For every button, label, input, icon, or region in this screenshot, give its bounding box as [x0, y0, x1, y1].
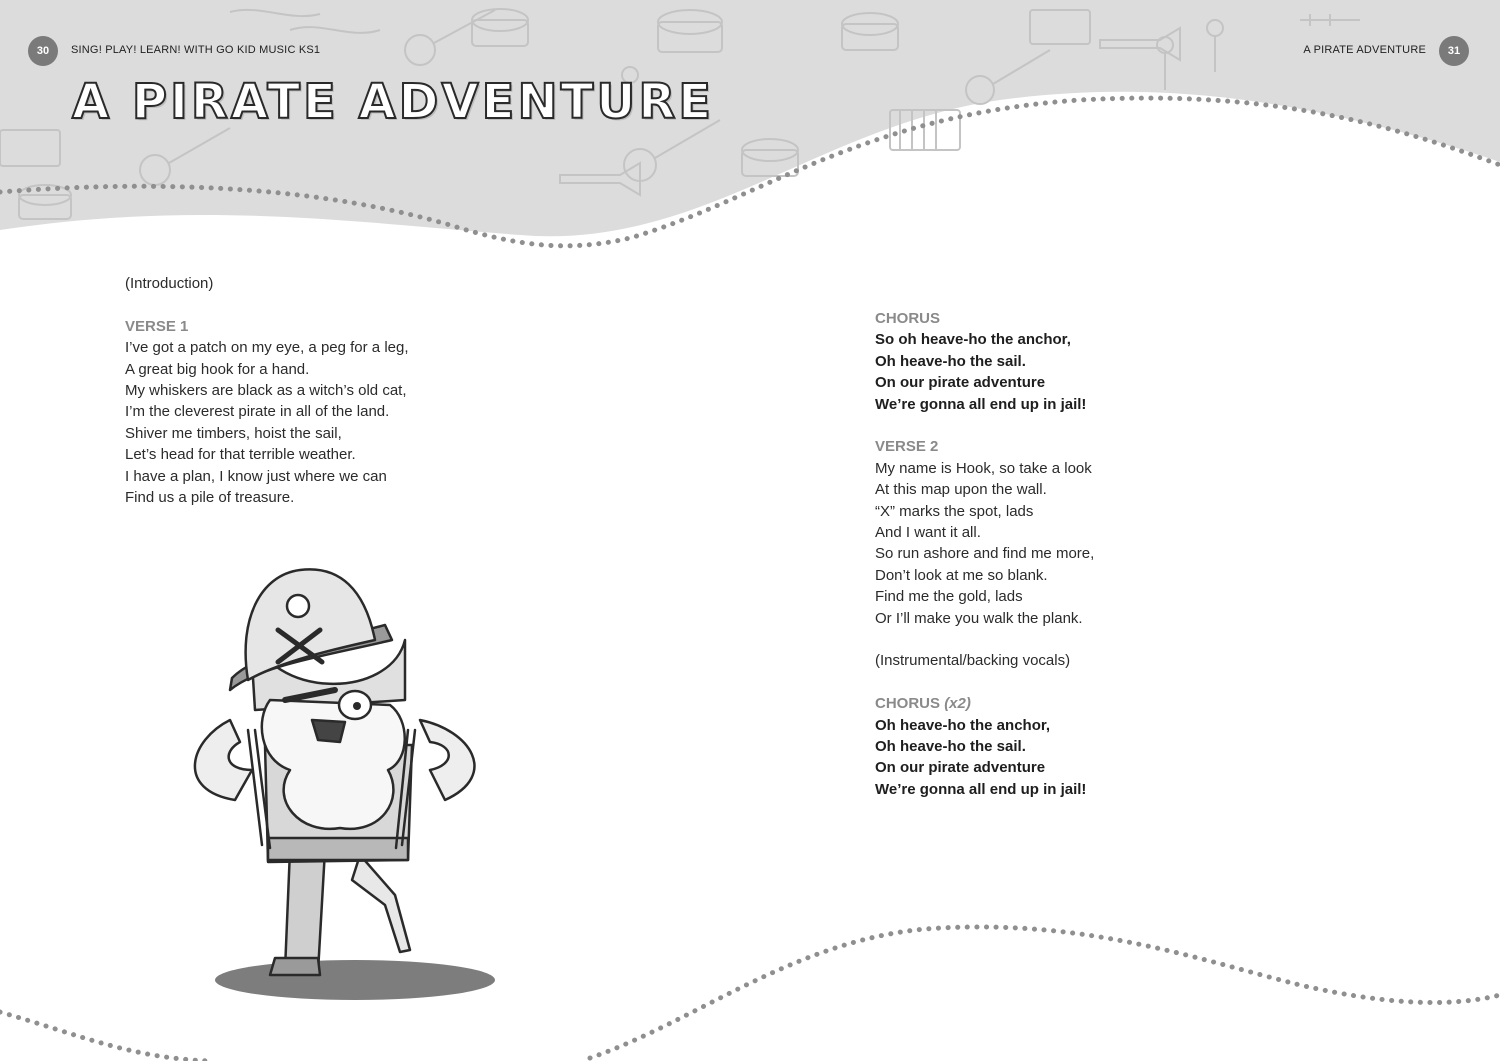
pirate-shadow: [215, 960, 495, 1000]
verse2-line: Find me the gold, lads: [875, 588, 1023, 606]
verse1-line: I’m the cleverest pirate in all of the land.: [125, 403, 390, 421]
verse1-line: Find us a pile of treasure.: [125, 489, 295, 507]
right-running-head: A PIRATE ADVENTURE: [1303, 44, 1426, 56]
verse2-line: Don’t look at me so blank.: [875, 566, 1048, 584]
chorus2-multiplier: (x2): [944, 695, 971, 713]
left-running-head: SING! PLAY! LEARN! WITH GO KID MUSIC KS1: [71, 44, 321, 56]
instrumental-note: (Instrumental/backing vocals): [875, 652, 1071, 670]
verse2-line: My name is Hook, so take a look: [875, 459, 1092, 477]
chorus1-line: We’re gonna all end up in jail!: [875, 395, 1087, 413]
verse2-line: Or I’ll make you walk the plank.: [875, 609, 1083, 627]
verse1-line: I’ve got a patch on my eye, a peg for a leg,: [125, 339, 409, 357]
dotted-wave-bottom: [0, 927, 1500, 1061]
chorus1-heading: CHORUS: [875, 310, 941, 327]
pirate-illustration: [195, 569, 495, 1000]
chorus2-line: Oh heave-ho the sail.: [875, 738, 1026, 756]
verse2-heading: VERSE 2: [875, 438, 939, 456]
verse2-line: At this map upon the wall.: [875, 481, 1047, 499]
page-title: A PIRATE ADVENTURE: [72, 74, 715, 130]
chorus2-heading: CHORUS: [875, 695, 941, 713]
chorus1-line: So oh heave-ho the anchor,: [875, 331, 1071, 349]
chorus1-line: Oh heave-ho the sail.: [875, 352, 1026, 370]
verse1-line: I have a plan, I know just where we can: [125, 467, 387, 485]
chorus2-line: On our pirate adventure: [875, 759, 1046, 777]
right-lyrics-column: [875, 308, 1094, 800]
verse2-line: And I want it all.: [875, 524, 981, 542]
intro-note: (Introduction): [125, 275, 214, 292]
verse2-line: So run ashore and find me more,: [875, 545, 1095, 563]
verse1-heading: VERSE 1: [125, 317, 189, 335]
verse1-line: My whiskers are black as a witch’s old cat,: [125, 382, 407, 400]
right-page-number: 31: [1439, 36, 1469, 66]
verse1-line: Shiver me timbers, hoist the sail,: [125, 424, 342, 442]
chorus1-line: On our pirate adventure: [875, 374, 1046, 392]
verse1-line: A great big hook for a hand.: [125, 360, 310, 378]
chorus2-line: Oh heave-ho the anchor,: [875, 716, 1051, 734]
chorus2-heading-line: [875, 693, 1094, 714]
verse1-line: Let’s head for that terrible weather.: [125, 446, 356, 464]
verse2-line: “X” marks the spot, lads: [875, 502, 1034, 520]
left-lyrics-column: [125, 273, 409, 508]
chorus2-line: We’re gonna all end up in jail!: [875, 780, 1087, 798]
left-page-number: 30: [28, 36, 58, 66]
